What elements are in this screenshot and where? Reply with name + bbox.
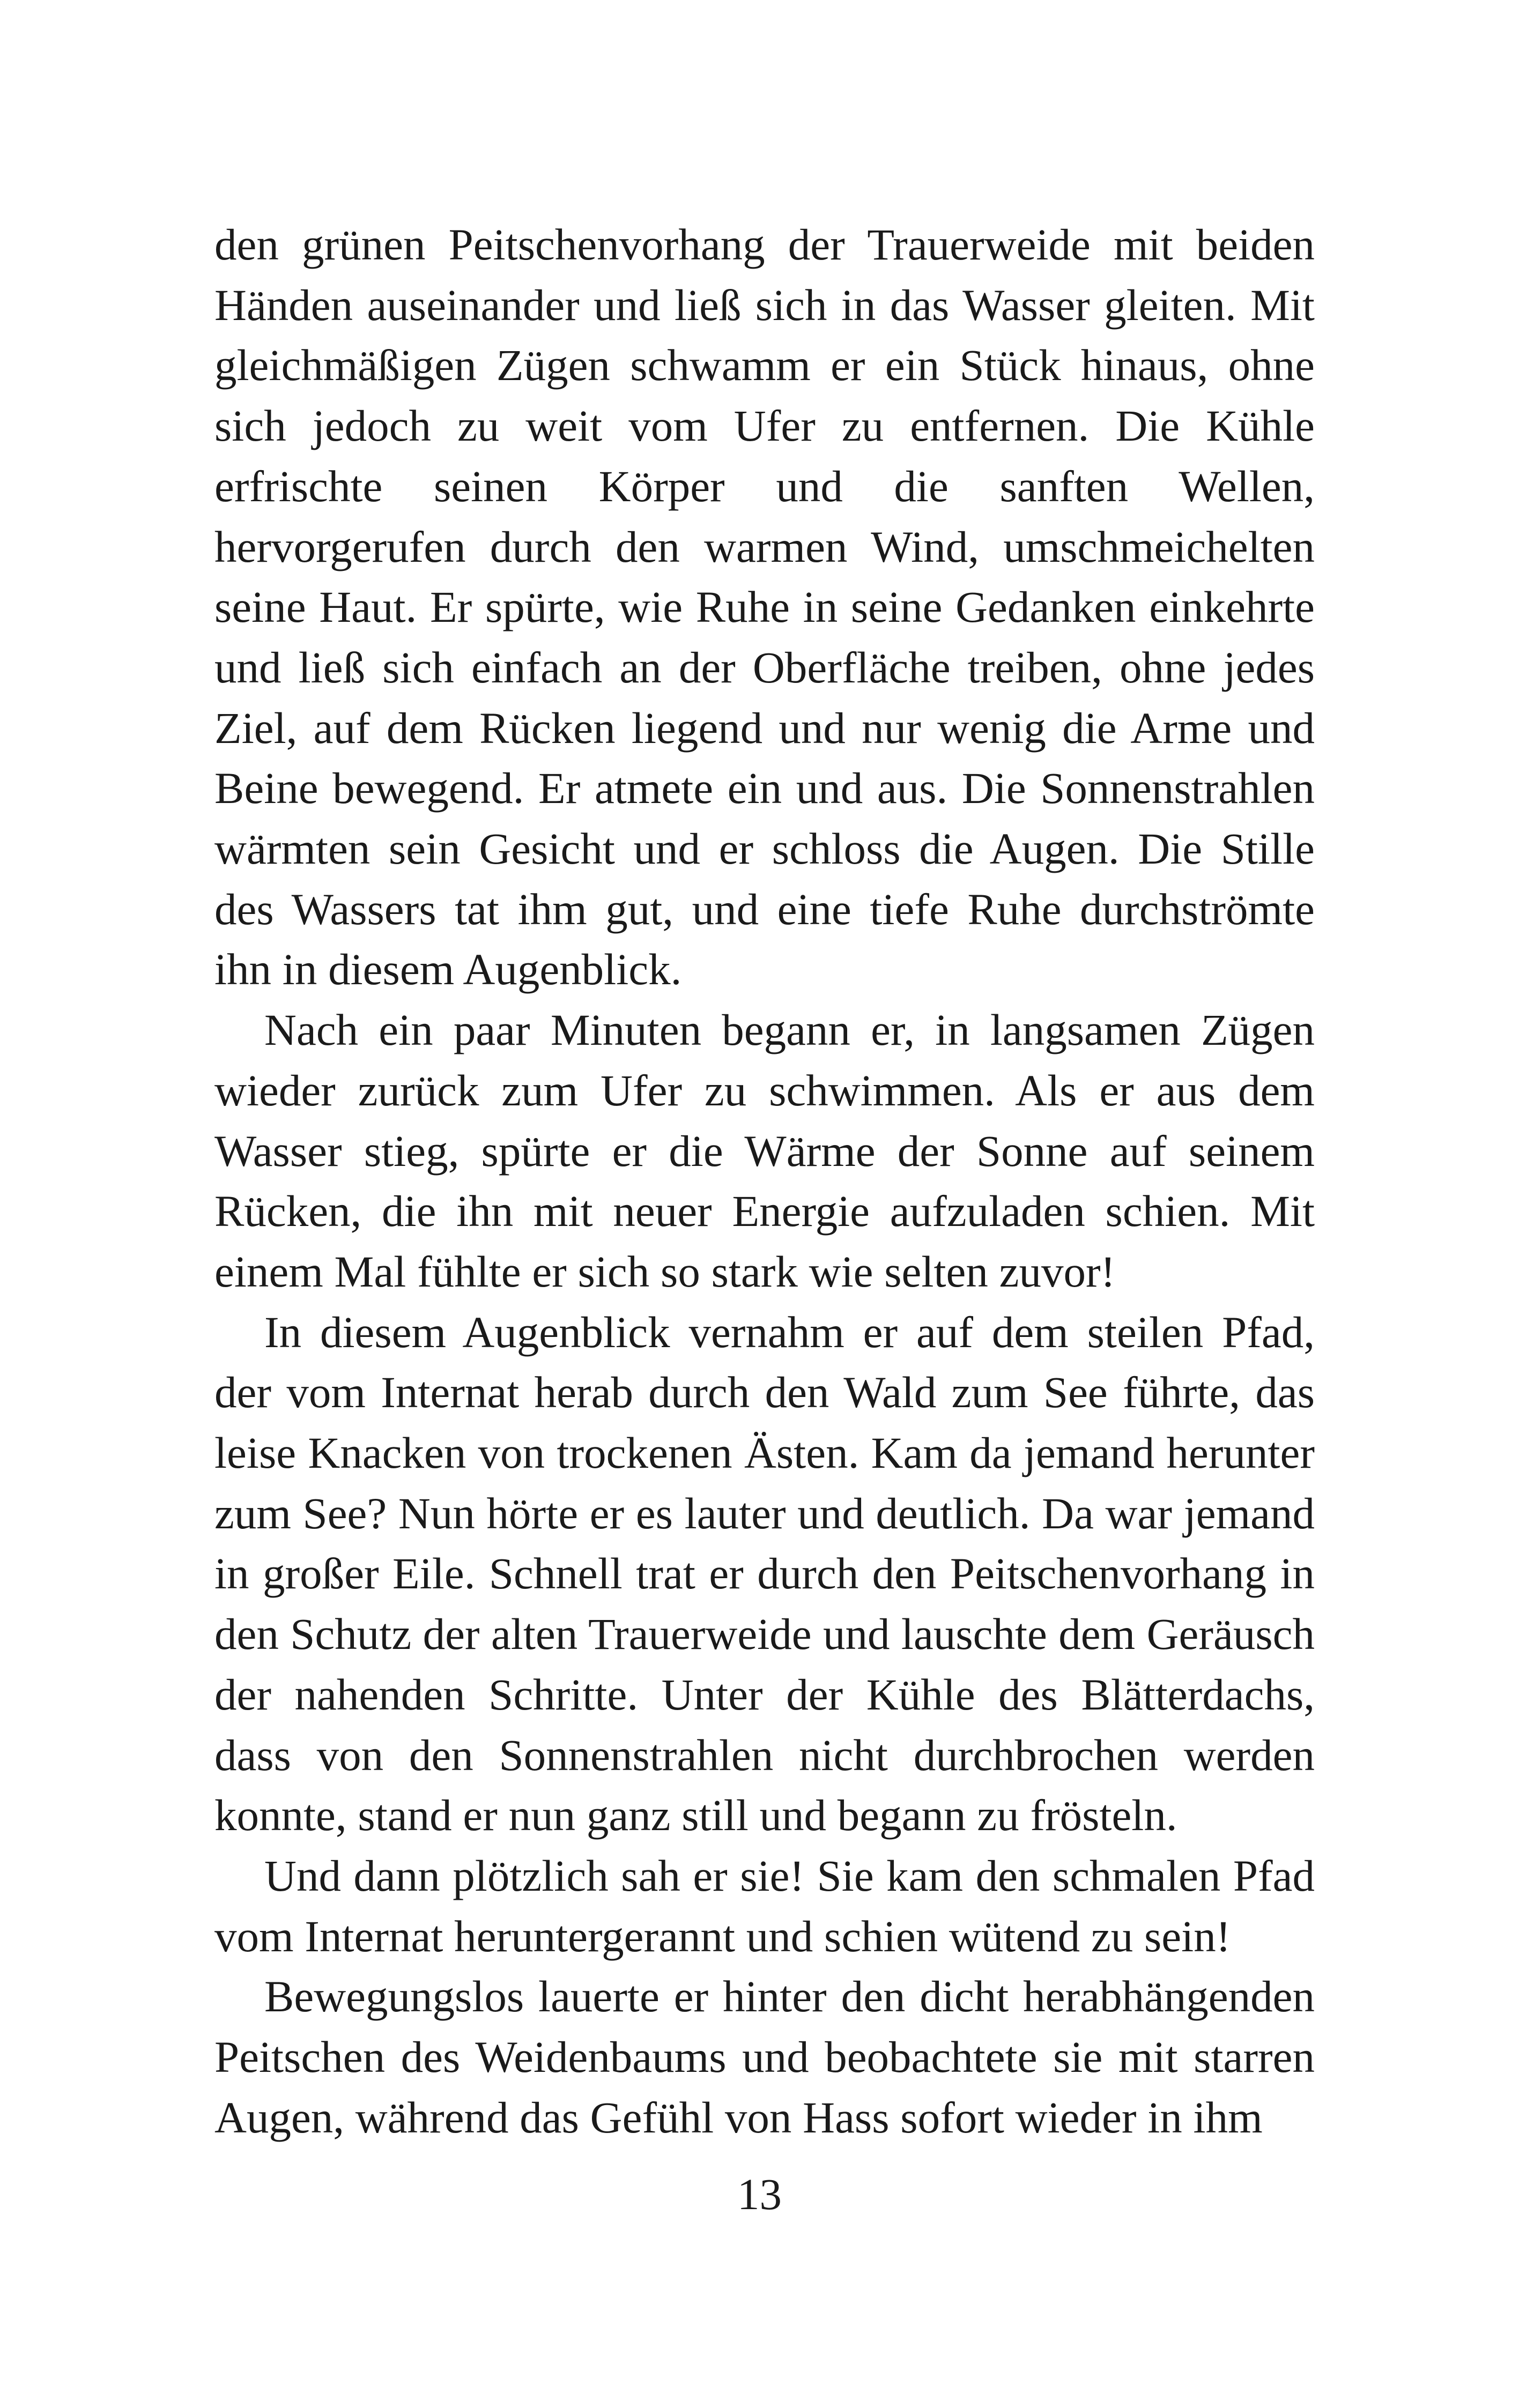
paragraph-1: den grünen Peitschenvorhang der Trauerweide mit beiden Händen auseinander und ließ sich in das Wasser gleiten. Mit gleichmäßigen Zügen schwamm er ein Stück hinaus, ohne sich jedoch zu weit vom Ufer zu entfernen. Die Kühle erfrischte seinen Körper und die sanften Wellen, hervorgerufen durch den warmen Wind, umschmeichelten seine Haut. Er spürte, wie Ruhe in seine Gedanken einkehrte und ließ sich einfach an der Oberfläche treiben, ohne jedes Ziel, auf dem Rücken liegend und nur wenig die Arme und Beine bewegend. Er atmete ein und aus. Die Sonnenstrahlen wärmten sein Gesicht und er schloss die Augen. Die Stille des Wassers tat ihm gut, und eine tiefe Ruhe durchströmte ihn in diesem Augenblick. <box>214 220 1315 994</box>
paragraph-3: In diesem Augenblick vernahm er auf dem steilen Pfad, der vom Internat herab durch den Wald zum See führte, das leise Knacken von trockenen Ästen. Kam da jemand herunter zum See? Nun hörte er es lauter und deutlich. Da war jemand in großer Eile. Schnell trat er durch den Peitschenvorhang in den Schutz der alten Trauerweide und lauschte dem Geräusch der nahenden Schritte. Unter der Kühle des Blätterdachs, dass von den Sonnenstrahlen nicht durchbrochen werden konnte, stand er nun ganz still und begann zu frösteln. <box>214 1307 1315 1840</box>
body-text <box>214 214 1315 2148</box>
paragraph-2: Nach ein paar Minuten begann er, in langsamen Zügen wieder zurück zum Ufer zu schwimmen. Als er aus dem Wasser stieg, spürte er die Wärme der Sonne auf seinem Rücken, die ihn mit neuer Energie aufzuladen schien. Mit einem Mal fühlte er sich so stark wie selten zuvor! <box>214 1005 1315 1296</box>
page-number: 13 <box>737 2169 782 2219</box>
paragraph-4: Und dann plötzlich sah er sie! Sie kam den schmalen Pfad vom Internat heruntergerannt und schien wütend zu sein! <box>214 1850 1315 1961</box>
paragraph-5: Bewegungslos lauerte er hinter den dicht herabhängenden Peitschen des Weidenbaums und beobachtete sie mit starren Augen, während das Gefühl von Hass sofort wieder in ihm <box>214 1972 1315 2142</box>
